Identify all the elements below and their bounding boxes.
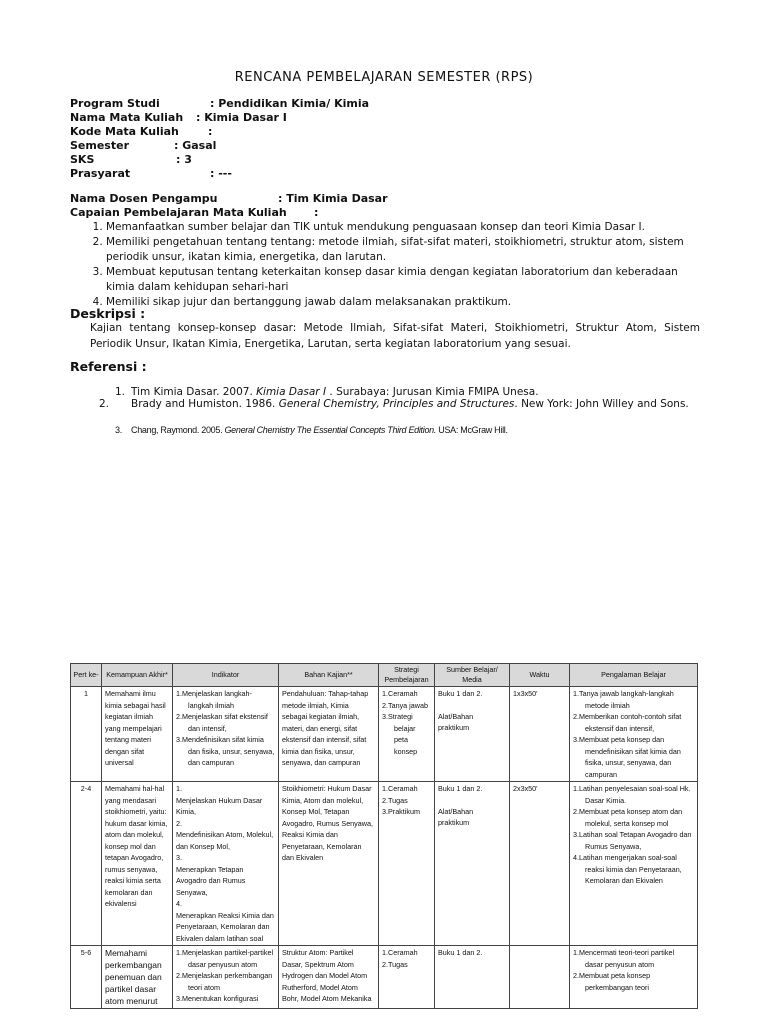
indikator-number: 3. xyxy=(176,853,182,862)
referensi-heading: Referensi : xyxy=(70,359,147,374)
indikator-number: 1. xyxy=(176,784,182,793)
kode-mk-value: : xyxy=(208,125,213,138)
cpmk-colon: : xyxy=(314,206,319,219)
strategi-item: 1.Ceramah xyxy=(382,689,418,698)
header-kemampuan: Kemampuan Akhir* xyxy=(102,664,173,687)
ref-number: 1. xyxy=(115,386,126,398)
strategi-item: 3.Praktikum xyxy=(382,807,420,816)
cell-bahan: Stoikhiometri: Hukum Dasar Kimia, Atom dan molekul, Konsep Mol, Tetapan Avogadro, Rumus Senyawa, Reaksi Kimia dan Penyetaraan, Kemolaran dan Ekivalen xyxy=(279,782,379,946)
header-indikator: Indikator xyxy=(173,664,279,687)
table-row xyxy=(71,946,698,1009)
cell-pengalaman xyxy=(570,687,698,782)
sks-label: SKS xyxy=(70,153,95,166)
strategi-item: 3.Strategi belajar peta konsep xyxy=(382,712,418,756)
indikator-number: 4. xyxy=(176,899,182,908)
kode-mk-row xyxy=(70,125,212,138)
cell-pert: 5-6 xyxy=(71,946,102,1009)
strategi-item: 1.Ceramah xyxy=(382,784,418,793)
pengalaman-item: 1.Mencermati teori-teori partikel dasar penyusun atom xyxy=(573,948,675,969)
ref-author: Chang, Raymond. 2005. xyxy=(131,425,225,435)
ref-number: 3. xyxy=(115,425,122,435)
sumber-spacer xyxy=(438,700,506,711)
cell-strategi xyxy=(379,946,435,1009)
cpmk-item: 2. Memiliki pengetahuan tentang tentang: metode ilmiah, sifat-sifat materi, stoikhiometri, struktur atom, sistem periodik unsur, ikatan kimia, energetika, dan larutan. xyxy=(106,235,700,265)
strategi-item: 2.Tugas xyxy=(382,795,408,805)
pengalaman-item: 2.Membuat peta konsep perkembangan teori xyxy=(573,971,651,992)
sumber-item: Buku 1 dan 2. xyxy=(438,948,483,957)
header-waktu: Waktu xyxy=(510,664,570,687)
deskripsi-heading: Deskripsi : xyxy=(70,306,146,321)
cell-bahan: Struktur Atom: Partikel Dasar, Spektrum Atom Hydrogen dan Model Atom Rutherford, Model Atom Bohr, Model Atom Mekanika xyxy=(279,946,379,1009)
cpmk-item: 1. Memanfaatkan sumber belajar dan TIK untuk mendukung penguasaan konsep dan teori Kimia Dasar I. xyxy=(106,220,700,235)
program-studi-value: : Pendidikan Kimia/ Kimia xyxy=(210,97,370,110)
sumber-item: Alat/Bahan praktikum xyxy=(438,711,474,732)
header-strategi: Strategi Pembelajaran xyxy=(379,664,435,687)
cell-pengalaman xyxy=(570,946,698,1009)
cell-indikator xyxy=(173,687,279,782)
cell-pert: 2-4 xyxy=(71,782,102,946)
cell-strategi xyxy=(379,782,435,946)
ref-item-1 xyxy=(115,386,727,399)
cell-sumber xyxy=(435,946,510,1009)
header-bahan: Bahan Kajian** xyxy=(279,664,379,687)
header-sumber: Sumber Belajar/ Media xyxy=(435,664,510,687)
ref-author: Brady and Humiston. 1986. xyxy=(131,398,279,410)
indikator-item: 3.Menentukan konfigurasi xyxy=(176,994,259,1003)
kode-mk-label: Kode Mata Kuliah xyxy=(70,125,179,138)
dosen-value: : Tim Kimia Dasar xyxy=(278,192,388,205)
semester-value: : Gasal xyxy=(174,139,217,152)
ref-item-3 xyxy=(115,424,727,437)
ref-publisher: . Surabaya: Jurusan Kimia FMIPA Unesa. xyxy=(326,386,539,398)
sumber-spacer xyxy=(438,795,506,806)
program-studi-label: Program Studi xyxy=(70,97,160,110)
cell-pert: 1 xyxy=(71,687,102,782)
indikator-item: 1.Menjelaskan langkah-langkah ilmiah xyxy=(176,689,252,710)
nama-mk-label: Nama Mata Kuliah xyxy=(70,111,184,124)
pengalaman-item: 2.Membuat peta konsep atom dan molekul, serta konsep mol xyxy=(573,807,683,828)
cell-kemampuan: Memahami perkembangan penemuan dan partikel dasar atom menurut xyxy=(102,946,173,1009)
cell-kemampuan: Memahami ilmu kimia sebagai hasil kegiatan ilmiah yang mempelajari tentang materi dengan sifat universal xyxy=(102,687,173,782)
ref-title: Kimia Dasar I xyxy=(256,386,327,398)
rps-table xyxy=(70,663,698,1009)
strategi-item: 1.Ceramah xyxy=(382,948,418,957)
sumber-item: Alat/Bahan praktikum xyxy=(438,806,474,827)
prasyarat-label: Prasyarat xyxy=(70,167,131,180)
pengalaman-item: 3.Membuat peta konsep dan mendefinisikan sifat kimia dan fisika, unsur, senyawa, dan campuran xyxy=(573,735,681,779)
cell-indikator xyxy=(173,782,279,946)
dosen-row xyxy=(70,192,388,205)
ref-number: 2. xyxy=(99,398,110,410)
sks-value: : 3 xyxy=(176,153,192,166)
cell-indikator xyxy=(173,946,279,1009)
cell-kemampuan: Memahami hal-hal yang mendasari stoikhiometri, yaitu: hukum dasar kimia, atom dan molekul, konsep mol dan tetapan Avogadro, rumus senyawa, reaksi kimia serta kemolaran dan ekivalensi xyxy=(102,782,173,946)
ref-publisher: USA: McGraw Hill. xyxy=(436,425,508,435)
ref-title: General Chemistry, Principles and Structures xyxy=(278,398,515,410)
cell-waktu xyxy=(510,946,570,1009)
pengalaman-item: 1.Tanya jawab langkah-langkah metode ilmiah xyxy=(573,689,674,710)
nama-mk-row xyxy=(70,111,287,124)
indikator-item: 1.Menjelaskan partikel-partikel dasar penyusun atom xyxy=(176,948,274,969)
nama-mk-value: : Kimia Dasar I xyxy=(196,111,287,124)
indikator-number: 2. xyxy=(176,818,182,828)
cpmk-label: Capaian Pembelajaran Mata Kuliah xyxy=(70,206,287,219)
prasyarat-value: : --- xyxy=(210,167,232,180)
cell-pengalaman xyxy=(570,782,698,946)
cpmk-item: 3. Membuat keputusan tentang keterkaitan konsep dasar kimia dengan kegiatan laboratorium dan keberadaan kimia dalam kehidupan sehari-hari xyxy=(106,265,700,295)
ref-item-2 xyxy=(99,398,727,411)
semester-label: Semester xyxy=(70,139,129,152)
table-row xyxy=(71,782,698,946)
cpmk-list xyxy=(88,220,700,310)
header-pengalaman: Pengalaman Belajar xyxy=(570,664,698,687)
indikator-item: Menerapkan Tetapan Avogadro dan Rumus Senyawa, xyxy=(176,864,246,897)
pengalaman-item: 1.Latihan penyelesaian soal-soal Hk. Dasar Kimia. xyxy=(573,784,691,805)
cell-sumber xyxy=(435,687,510,782)
strategi-item: 2.Tugas xyxy=(382,959,408,969)
table-row xyxy=(71,687,698,782)
cell-sumber xyxy=(435,782,510,946)
document-title: RENCANA PEMBELAJARAN SEMESTER (RPS) xyxy=(234,70,534,85)
program-studi-row xyxy=(70,97,369,110)
cell-bahan: Pendahuluan: Tahap-tahap metode ilmiah, Kimia sebagai kegiatan ilmiah, materi, dan energi, sifat ekstensif dan intensif, sifat kimia dan fisika, unsur, senyawa, dan campuran xyxy=(279,687,379,782)
ref-author: Tim Kimia Dasar. 2007. xyxy=(131,386,257,398)
ref-title: General Chemistry The Essential Concepts Third Edition. xyxy=(224,425,437,435)
header-pert: Pert ke- xyxy=(71,664,102,687)
indikator-item: Menjelaskan Hukum Dasar Kimia, xyxy=(176,795,263,816)
indikator-item: 3.Mendefinisikan sifat kimia dan fisika, unsur, senyawa, dan campuran xyxy=(176,735,275,767)
cell-waktu: 2x3x50' xyxy=(510,782,570,946)
indikator-item: 2.Menjelaskan perkembangan teori atom xyxy=(176,971,273,992)
cell-waktu: 1x3x50' xyxy=(510,687,570,782)
sks-row xyxy=(70,153,192,166)
sumber-item: Buku 1 dan 2. xyxy=(438,689,483,698)
strategi-item: 2.Tanya jawab xyxy=(382,700,428,710)
cpmk-item: 4. Memiliki sikap jujur dan bertanggung jawab dalam melaksanakan praktikum. xyxy=(106,295,700,310)
dosen-label: Nama Dosen Pengampu xyxy=(70,192,218,205)
indikator-item: 2.Menjelaskan sifat ekstensif dan intensif, xyxy=(176,712,268,733)
prasyarat-row xyxy=(70,167,232,180)
pengalaman-item: 4.Latihan mengerjakan soal-soal reaksi kimia dan Penyetaraan, Kemolaran dan Ekivalen xyxy=(573,853,682,885)
pengalaman-item: 3.Latihan soal Tetapan Avogadro dan Rumus Senyawa, xyxy=(573,830,692,851)
indikator-item: Menerapkan Reaksi Kimia dan Penyetaraan, Kemolaran dan Ekivalen dalam latihan soal xyxy=(176,910,274,943)
semester-row xyxy=(70,139,216,152)
sumber-item: Buku 1 dan 2. xyxy=(438,784,483,793)
table-header-row xyxy=(71,664,698,687)
cell-strategi xyxy=(379,687,435,782)
indikator-item: Mendefinisikan Atom, Molekul, dan Konsep Mol, xyxy=(176,830,274,851)
deskripsi-text: Kajian tentang konsep-konsep dasar: Metode Ilmiah, Sifat-sifat Materi, Stoikhiometri, Struktur Atom, Sistem Periodik Unsur, Ikatan Kimia, Energetika, Larutan, serta kegiatan laboratorium yang sesuai. xyxy=(90,322,700,350)
pengalaman-item: 2.Memberikan contoh-contoh sifat ekstensif dan intensif, xyxy=(573,712,682,733)
cpmk-row xyxy=(70,206,318,219)
ref-publisher: . New York: John Willey and Sons. xyxy=(514,398,689,410)
